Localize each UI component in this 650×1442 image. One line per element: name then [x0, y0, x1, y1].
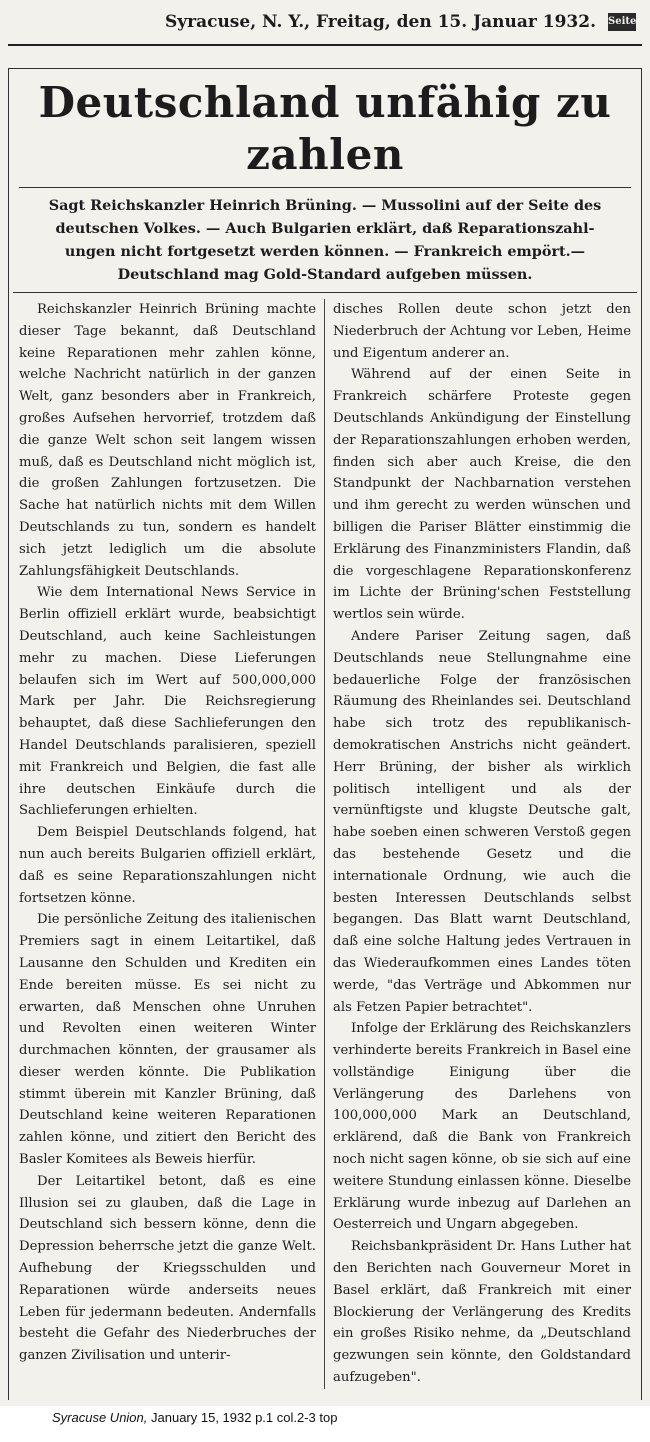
image-caption — [52, 1410, 337, 1425]
right-column — [325, 299, 631, 1389]
paragraph: Wie dem International News Service in Berlin offiziell erklärt wurde, beabsichtigt Deutschland, auch keine Sachleistungen mehr zu machen. Diese Lieferungen belaufen sich im Wert auf 500,000,000 Mark per Jahr. Die Reichsregierung behauptet, daß diese Sachlieferungen den Handel Deutschlands paralisieren, speziell mit Frankreich und Belgien, die fast alle ihre deutschen Einkäufe durch die Sachlieferungen erhielten. — [19, 585, 316, 819]
caption-source: Syracuse Union, — [52, 1410, 148, 1425]
article-deck — [9, 188, 641, 292]
article-body — [13, 292, 637, 1389]
left-column — [19, 299, 325, 1389]
folio-mark: Seite — [608, 13, 636, 31]
paragraph: Der Leitartikel betont, daß es eine Illusion sei zu glauben, daß die Lage in Deutschland sich bessern könne, denn die Depression beherrsche jetzt die ganze Welt. Aufhebung der Kriegsschulden und Reparationen würde anderseits neues Leben für jedermann bedeuten. Andernfalls besteht die Gefahr des Niederbruches der ganzen Zivilisation und unterir- — [19, 1173, 316, 1364]
paragraph: Dem Beispiel Deutschlands folgend, hat nun auch bereits Bulgarien offiziell erklärt, daß es seine Reparationszahlungen nicht fortsetzen könne. — [19, 825, 316, 906]
deck-line: Deutschland mag Gold-Standard aufgeben müssen. — [117, 266, 533, 283]
paragraph: Reichsbankpräsident Dr. Hans Luther hat den Berichten nach Gouverneur Moret in Basel erklärt, daß Frankreich mit einer Blockierung der Verlängerung des Kredits ein großes Risiko nehme, da „Deutschland gezwungen sein könnte, den Goldstandard aufzugeben". — [333, 1239, 631, 1386]
paragraph: Infolge der Erklärung des Reichskanzlers verhinderte bereits Frankreich in Basel eine vollständige Einigung über die Verlängerung des Darlehens von 100,000,000 Mark an Deutschland, erklärend, daß die Bank von Frankreich noch nicht sagen könne, ob sie sich auf eine weitere Stundung einlassen könne. Dieselbe Erklärung wurde inbezug auf Darlehen an Oesterreich und Ungarn abgegeben. — [333, 1021, 631, 1233]
paragraph: Die persönliche Zeitung des italienischen Premiers sagt in einem Leitartikel, daß Lausanne den Schulden und Krediten ein Ende bereiten müsse. Es sei nicht zu erwarten, daß Menschen ohne Unruhen und Revolten einen weiteren Winter durchmachen könnten, der grausamer als dieser werden könnte. Die Publikation stimmt überein mit Kanzler Brüning, daß Deutschland keine weiteren Reparationen zahlen könne, und zitiert den Bericht des Basler Komitees als Beweis hierfür. — [19, 912, 316, 1168]
paragraph: Während auf der einen Seite in Frankreich schärfere Proteste gegen Deutschlands Ankündigung der Einstellung der Reparationszahlungen erhoben werden, finden sich aber auch Kreise, die den Standpunkt der Nachbarnation verstehen und ihm gerecht zu werden wünschen und billigen die Pariser Blätter einstimmig die Erklärung des Finanzministers Flandin, daß die vorgeschlagene Reparationskonferenz im Lichte der Brüning'schen Feststellung wertlos sein würde. — [333, 367, 631, 623]
masthead-dateline: Syracuse, N. Y., Freitag, den 15. Januar 1932. — [164, 12, 596, 32]
caption-details: January 15, 1932 p.1 col.2-3 top — [147, 1410, 338, 1425]
deck-line: deutschen Volkes. — Auch Bulgarien erklärt, daß Reparationszahl- — [55, 220, 595, 237]
article-headline: Deutschland unfähig zu zahlen — [38, 78, 612, 179]
article-frame — [8, 68, 642, 1400]
paragraph: Reichskanzler Heinrich Brüning machte dieser Tage bekannt, daß Deutschland keine Reparationen mehr zahlen könne, welche Nachricht natürlich in der ganzen Welt, ganz besonders aber in Frankreich, großes Aufsehen hervorrief, trotzdem daß die ganze Welt schon seit langem wissen muß, daß es Deutschland nicht möglich ist, die großen Zahlungen fortzusetzen. Die Sache hat natürlich nichts mit dem Willen Deutschlands zu tun, sondern es handelt sich jetzt lediglich um die absolute Zahlungsfähigkeit Deutschlands. — [19, 302, 316, 579]
deck-line: Sagt Reichskanzler Heinrich Brüning. — Mussolini auf der Seite des — [48, 197, 602, 214]
paragraph: Andere Pariser Zeitung sagen, daß Deutschlands neue Stellungnahme eine bedauerliche Folge der französischen Räumung des Rheinlandes sei. Deutschland habe sich trotz des republikanisch-demokratischen Anstrichs nicht geändert. Herr Brüning, der bisher als wirklich politisch intelligent und als der vernünftigste und klugste Deutsche galt, habe soeben einen schweren Verstoß gegen das bestehende Gesetz und die internationale Ordnung, wie auch die besten Interessen Deutschlands selbst begangen. Das Blatt warnt Deutschland, daß eine solche Haltung jedes Vertrauen in das Wiederaufkommen eines Landes töten werde, "das Verträge und Abkommen nur als Fetzen Papier betrachtet". — [333, 628, 631, 1015]
masthead — [8, 0, 642, 46]
deck-line: ungen nicht fortgesetzt werden können. — Frankreich empört.— — [64, 243, 586, 260]
paragraph: disches Rollen deute schon jetzt den Niederbruch der Achtung vor Leben, Heime und Eigentum anderer an. — [333, 302, 631, 361]
